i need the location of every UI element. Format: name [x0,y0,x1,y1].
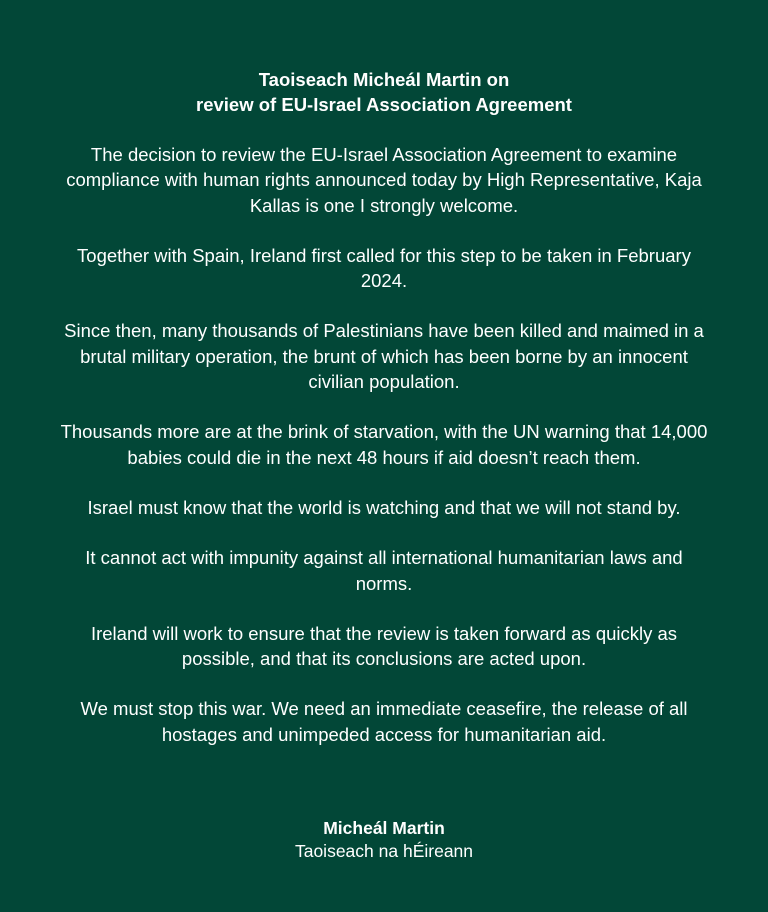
paragraph-spain: Together with Spain, Ireland first called for this step to be taken in February 2024. [77,244,691,292]
statement [0,67,768,772]
paragraph-starvation: Thousands more are at the brink of starvation, with the UN warning that 14,000 babies could die in the next 48 hours if aid doesn’t reach them. [60,421,708,468]
paragraph-decision: The decision to review the EU-Israel Association Agreement to examine compliance with human rights announced today by High Representative, Kaja Kallas is one I strongly welcome. [66,144,702,216]
paragraph-impunity: It cannot act with impunity against all international humanitarian laws and norms. [85,547,683,594]
signature-block [0,817,768,863]
statement-title [0,67,768,117]
title-line-1: Taoiseach Micheál Martin on [258,69,510,90]
signature-name: Micheál Martin [323,818,445,838]
paragraph-review: Ireland will work to ensure that the review is taken forward as quickly as possible, and that its conclusions are acted upon. [90,622,678,670]
paragraph-ceasefire: We must stop this war. We need an immediate ceasefire, the release of all hostages and unimpeded access for humanitarian aid. [80,698,688,745]
signature-role: Taoiseach na hÉireann [294,841,474,861]
paragraph-casualties: Since then, many thousands of Palestinians have been killed and maimed in a brutal military operation, the brunt of which has been borne by an innocent civilian population. [64,320,704,393]
statement-body [0,142,768,747]
paragraph-watching: Israel must know that the world is watching and that we will not stand by. [87,496,681,518]
title-line-2: review of EU-Israel Association Agreement [196,94,572,115]
